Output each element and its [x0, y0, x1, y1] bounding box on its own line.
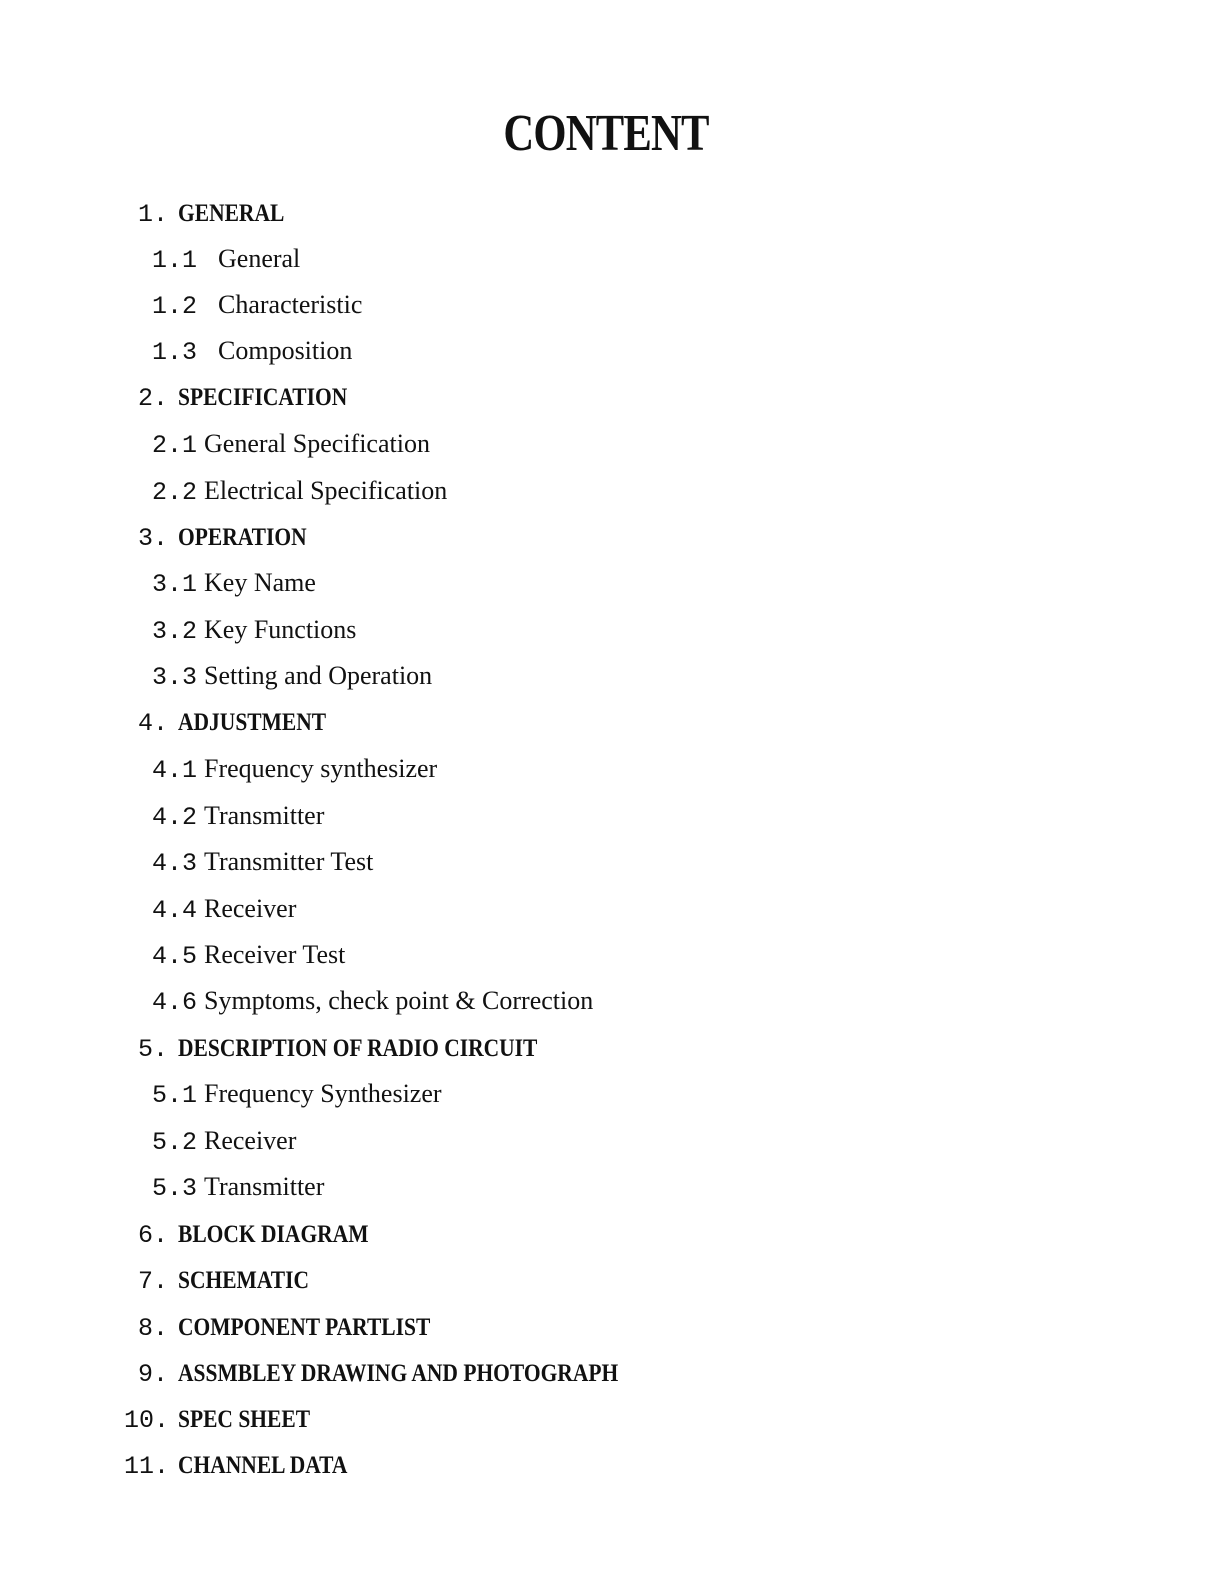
toc-entry [138, 1311, 471, 1343]
toc-entry [138, 521, 328, 553]
toc-entry-label: ADJUSTMENT [178, 709, 327, 736]
toc-entry-label: General Specification [204, 429, 430, 458]
toc-entry [152, 660, 432, 692]
toc-entry-label: Receiver Test [204, 940, 346, 969]
toc-entry [138, 1264, 330, 1296]
toc-entry-label: Symptoms, check point & Correction [204, 986, 594, 1015]
toc-entry-label: Frequency synthesizer [204, 754, 438, 783]
toc-entry-number: 2. [138, 384, 169, 413]
toc-entry-number: 1.1 [152, 246, 198, 275]
toc-entry-label: SCHEMATIC [178, 1267, 310, 1294]
toc-entry [152, 335, 352, 367]
toc-entry [152, 428, 430, 460]
toc-entry-number: 2.1 [152, 431, 198, 460]
toc-entry [124, 1403, 332, 1435]
toc-entry [152, 475, 447, 507]
toc-entry [138, 706, 350, 738]
toc-entry-number: 2.2 [152, 478, 198, 507]
toc-entry-number: 4.6 [152, 988, 198, 1017]
toc-entry [138, 1032, 596, 1064]
toc-entry-number: 6. [138, 1221, 169, 1250]
toc-entry [152, 289, 362, 321]
toc-entry [138, 1357, 690, 1389]
toc-entry-number: 5. [138, 1035, 169, 1064]
toc-entry-number: 4. [138, 709, 169, 738]
toc-entry-label: GENERAL [178, 200, 285, 227]
toc-entry [152, 243, 300, 275]
toc-entry-number: 11. [124, 1452, 170, 1481]
toc-entry-number: 4.1 [152, 756, 198, 785]
toc-entry-label: Transmitter Test [204, 847, 374, 876]
toc-entry-label: SPECIFICATION [178, 384, 348, 411]
toc-entry-number: 3.2 [152, 617, 198, 646]
toc-entry [138, 1218, 400, 1250]
toc-entry-label: Electrical Specification [204, 476, 448, 505]
toc-entry [138, 381, 375, 413]
toc-entry [152, 614, 356, 646]
toc-entry-label: Composition [218, 336, 353, 365]
toc-entry-number: 3.1 [152, 570, 198, 599]
toc-entry [152, 1171, 324, 1203]
toc-entry [152, 567, 316, 599]
toc-entry-number: 3. [138, 524, 169, 553]
toc-entry-label: OPERATION [178, 524, 307, 551]
toc-entry-label: Receiver [204, 894, 297, 923]
toc-entry [152, 1125, 296, 1157]
toc-entry [152, 753, 437, 785]
toc-entry-number: 4.5 [152, 942, 198, 971]
toc-entry-number: 10. [124, 1406, 170, 1435]
toc-entry-label: ASSMBLEY DRAWING AND PHOTOGRAPH [178, 1360, 619, 1387]
toc-entry-label: SPEC SHEET [178, 1406, 311, 1433]
toc-entry-number: 5.3 [152, 1174, 198, 1203]
toc-entry-label: Frequency Synthesizer [204, 1079, 442, 1108]
toc-entry-number: 1.3 [152, 338, 198, 367]
toc-entry-label: Transmitter [204, 801, 325, 830]
toc-entry-label: Key Functions [204, 615, 357, 644]
toc-entry-label: DESCRIPTION OF RADIO CIRCUIT [178, 1035, 538, 1062]
toc-entry [152, 800, 324, 832]
toc-entry [152, 846, 373, 878]
toc-entry-number: 5.1 [152, 1081, 198, 1110]
toc-entry-number: 8. [138, 1314, 169, 1343]
toc-entry-number: 9. [138, 1360, 169, 1389]
toc-entry-label: General [218, 244, 301, 273]
toc-entry-number: 1.2 [152, 292, 198, 321]
toc-entry [138, 197, 302, 229]
toc-entry-label: Key Name [204, 568, 316, 597]
toc-entry-number: 5.2 [152, 1128, 198, 1157]
toc-entry-label: CHANNEL DATA [178, 1452, 348, 1479]
toc-entry [152, 1078, 442, 1110]
toc-entry [124, 1449, 375, 1481]
toc-entry-number: 7. [138, 1267, 169, 1296]
toc-entry-number: 1. [138, 200, 169, 229]
toc-entry-label: Receiver [204, 1126, 297, 1155]
toc-entry-label: BLOCK DIAGRAM [178, 1221, 369, 1248]
toc-entry-number: 3.3 [152, 663, 198, 692]
toc-entry-label: COMPONENT PARTLIST [178, 1314, 431, 1341]
toc-entry [152, 939, 345, 971]
toc-entry [152, 985, 593, 1017]
toc-entry-label: Transmitter [204, 1172, 325, 1201]
toc-entry-number: 4.3 [152, 849, 198, 878]
toc-entry-label: Characteristic [218, 290, 363, 319]
toc-entry [152, 893, 296, 925]
toc-entry-label: Setting and Operation [204, 661, 433, 690]
page-title: CONTENT [503, 105, 709, 162]
toc-entry-number: 4.2 [152, 803, 198, 832]
toc-entry-number: 4.4 [152, 896, 198, 925]
